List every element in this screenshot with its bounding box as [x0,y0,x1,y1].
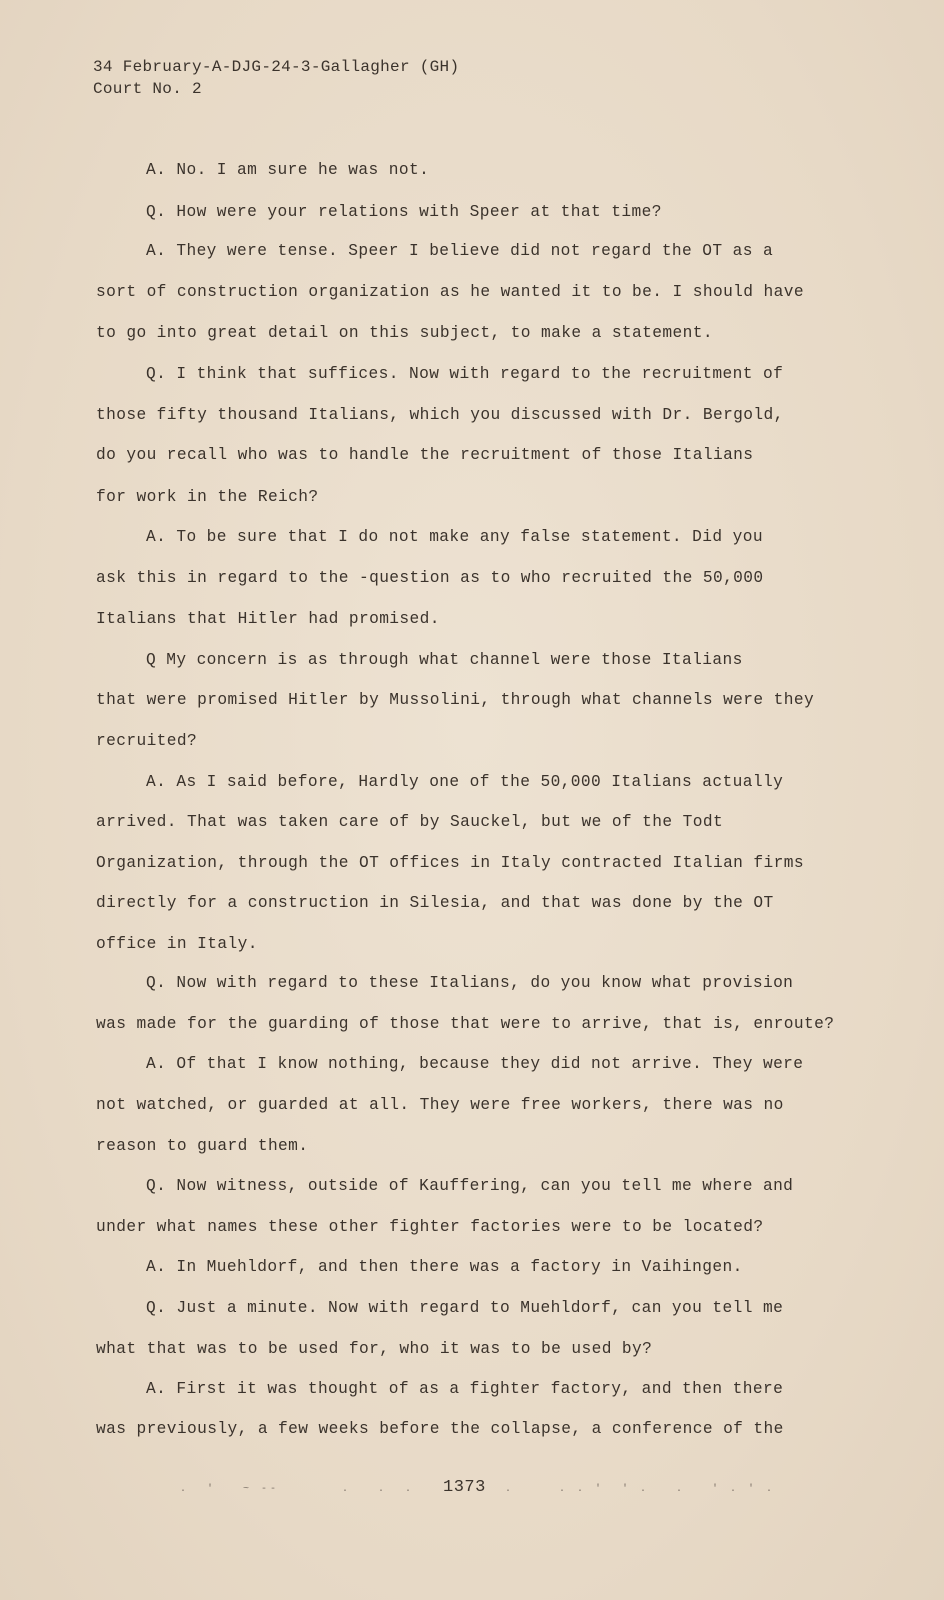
text-line: Q. How were your relations with Speer at that time? [146,203,662,221]
text-line: A. To be sure that I do not make any false statement. Did you [146,528,763,546]
text-line: to go into great detail on this subject, to make a statement. [96,324,713,342]
text-line: office in Italy. [96,935,258,953]
header-court-line: Court No. 2 [93,80,202,98]
text-line: Q. Now with regard to these Italians, do you know what provision [146,974,794,992]
text-line: A. As I said before, Hardly one of the 50,000 Italians actually [146,773,784,791]
text-line: reason to guard them. [96,1137,309,1155]
text-line: do you recall who was to handle the recruitment of those Italians [96,446,754,464]
document-header [93,56,459,100]
text-line: for work in the Reich? [96,488,319,506]
text-line: arrived. That was taken care of by Sauckel, but we of the Todt [96,813,724,831]
text-line: A. They were tense. Speer I believe did not regard the OT as a [146,242,774,260]
text-line: sort of construction organization as he wanted it to be. I should have [96,283,804,301]
ink-specks-right: . . . ' ' . . ' . ' . [505,1484,776,1495]
ink-specks-left: . ' ~ -- . . . [180,1484,415,1495]
text-line: directly for a construction in Silesia, and that was done by the OT [96,894,774,912]
text-line: A. First it was thought of as a fighter factory, and then there [146,1380,784,1398]
text-line: Italians that Hitler had promised. [96,610,440,628]
text-line: A. In Muehldorf, and then there was a factory in Vaihingen. [146,1258,743,1276]
text-line: that were promised Hitler by Mussolini, through what channels were they [96,691,815,709]
text-line: Organization, through the OT offices in Italy contracted Italian firms [96,854,804,872]
text-line: A. No. I am sure he was not. [146,161,430,179]
page-number: 1373 [443,1478,486,1497]
text-line: Q. Now witness, outside of Kauffering, can you tell me where and [146,1177,794,1195]
text-line: recruited? [96,732,198,750]
text-line: those fifty thousand Italians, which you discussed with Dr. Bergold, [96,406,784,424]
text-line: Q. I think that suffices. Now with regard to the recruitment of [146,365,784,383]
text-line: A. Of that I know nothing, because they did not arrive. They were [146,1055,804,1073]
header-docket-line: 34 February-A-DJG-24-3-Gallagher (GH) [93,58,460,76]
text-line: Q My concern is as through what channel were those Italians [146,651,743,669]
text-line: what that was to be used for, who it was to be used by? [96,1340,653,1358]
text-line: ask this in regard to the -question as to who recruited the 50,000 [96,569,764,587]
text-line: Q. Just a minute. Now with regard to Muehldorf, can you tell me [146,1299,784,1317]
text-line: was previously, a few weeks before the collapse, a conference of the [96,1420,784,1438]
text-line: under what names these other fighter factories were to be located? [96,1218,764,1236]
text-line: was made for the guarding of those that were to arrive, that is, enroute? [96,1015,835,1033]
text-line: not watched, or guarded at all. They were free workers, there was no [96,1096,784,1114]
